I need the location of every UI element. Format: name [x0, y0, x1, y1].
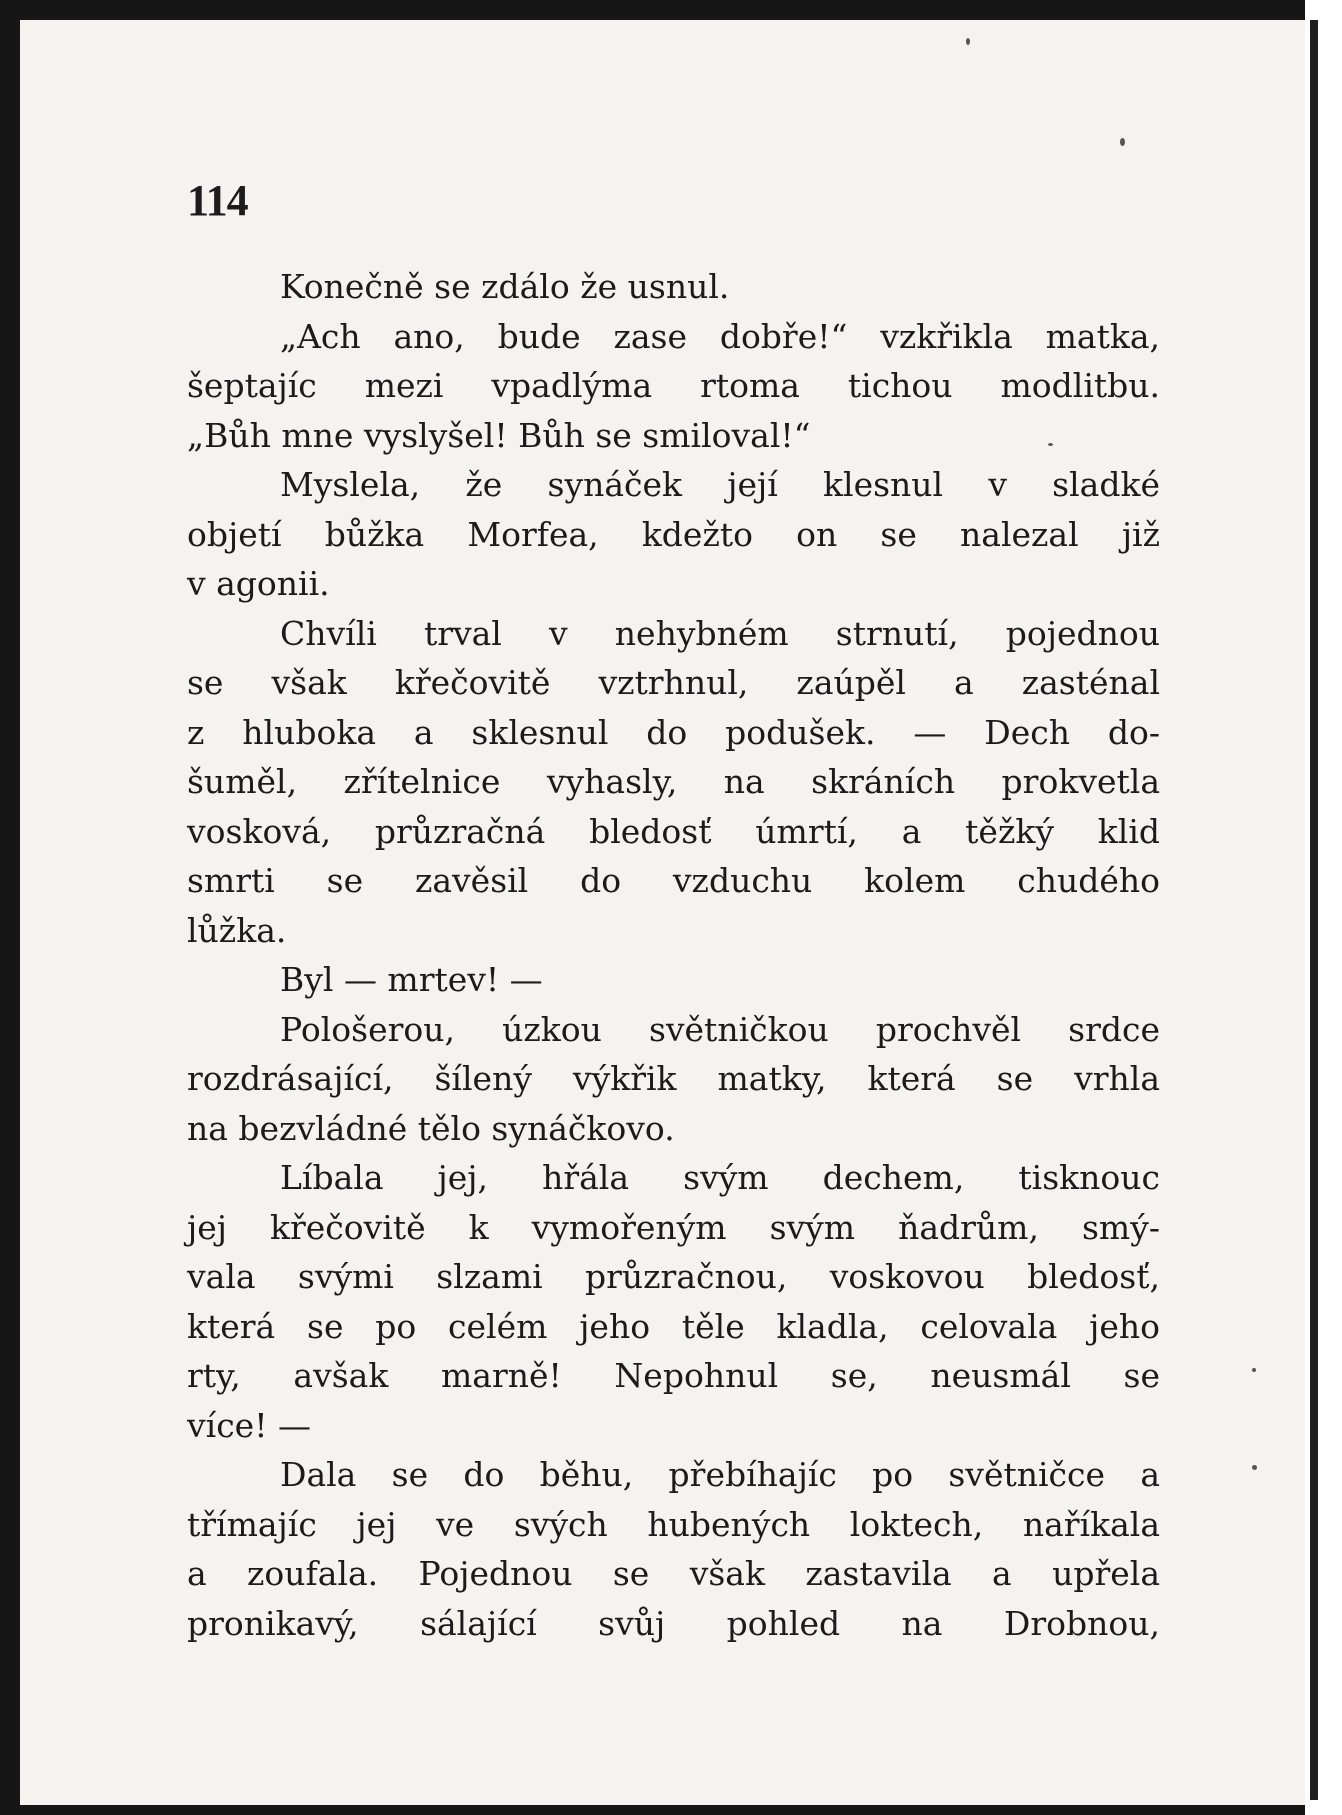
text-line: více! — [187, 1405, 311, 1445]
text-line: pronikavý, sálající svůj pohled na Drobnou, [187, 1603, 1160, 1643]
text-line: Myslela, že synáček její klesnul v sladké [280, 465, 1160, 504]
text-line: smrti se zavěsil do vzduchu kolem chudého [187, 861, 1160, 900]
text-line: třímajíc jej ve svých hubených loktech, naříkala [187, 1504, 1160, 1544]
text-line: rty, avšak marně! Nepohnul se, neusmál se [187, 1356, 1160, 1395]
text-line: Líbala jej, hřála svým dechem, tisknouc [280, 1158, 1160, 1197]
text-line: jej křečovitě k vymořeným svým ňadrům, smý- [187, 1207, 1160, 1247]
dust-speck [1252, 1368, 1256, 1372]
text-line: Chvíli trval v nehybném strnutí, pojednou [280, 613, 1160, 653]
text-line: vala svými slzami průzračnou, voskovou bledosť, [187, 1257, 1160, 1296]
text-line: z hluboka a sklesnul do podušek. — Dech do- [187, 712, 1160, 752]
text-line: a zoufala. Pojednou se však zastavila a upřela [187, 1554, 1160, 1593]
text-line: objetí bůžka Morfea, kdežto on se nalezal již [187, 514, 1160, 554]
text-line: „Bůh mne vyslyšel! Bůh se smiloval!“ [187, 415, 811, 455]
text-line: která se po celém jeho těle kladla, celovala jeho [187, 1306, 1160, 1346]
page-number: 114 [187, 176, 248, 225]
text-line: Konečně se zdálo že usnul. [280, 267, 730, 306]
text-line: se však křečovitě vztrhnul, zaúpěl a zasténal [187, 663, 1160, 702]
dust-speck [966, 38, 970, 45]
text-line: „Ach ano, bude zase dobře!“ vzkřikla matka, [280, 316, 1160, 356]
text-line: lůžka. [187, 910, 287, 950]
text-line: šeptajíc mezi vpadlýma rtoma tichou modlitbu. [187, 366, 1160, 405]
body-text [187, 262, 1160, 1648]
dust-speck [1120, 138, 1125, 146]
text-line: Dala se do běhu, přebíhajíc po světničce a [280, 1455, 1160, 1494]
dust-speck [1048, 443, 1053, 446]
text-line: v agonii. [187, 564, 330, 603]
text-line: Byl — mrtev! — [280, 960, 543, 999]
text-line: rozdrásající, šílený výkřik matky, která se vrhla [187, 1059, 1160, 1098]
text-line: vosková, průzračná bledosť úmrtí, a těžký klid [187, 811, 1160, 851]
text-line: Pološerou, úzkou světničkou prochvěl srdce [280, 1009, 1160, 1049]
dust-speck [1252, 1465, 1257, 1470]
text-line: šuměl, zřítelnice vyhasly, na skráních prokvetla [187, 762, 1160, 801]
page-edge-shadow [1310, 20, 1318, 1800]
text-line: na bezvládné tělo synáčkovo. [187, 1108, 675, 1148]
